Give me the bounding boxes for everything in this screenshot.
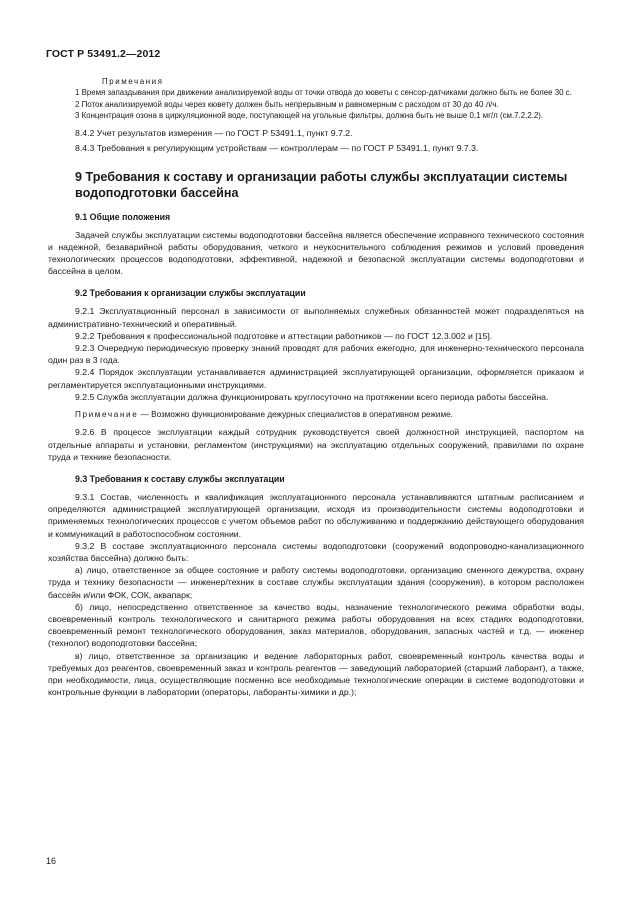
page-number: 16 <box>46 856 57 866</box>
notes-block <box>48 76 584 121</box>
paragraph-9-2-5: 9.2.5 Служба эксплуатации должна функционировать круглосуточно на протяжении всего периода работы бассейна. <box>75 391 549 402</box>
paragraph-9-1: Задачей службы эксплуатации системы водоподготовки бассейна является обеспечение исправного технического состояния и надежной, безаварийной работы оборудования, четкого и неукоснительного соблюдения режимов и условий проведения технологических процессов водоподготовки, эффективной, надежной и безопасной эксплуатации системы водоподготовки и бассейна в целом. <box>48 229 584 277</box>
document-header: ГОСТ Р 53491.2—2012 <box>46 48 161 60</box>
paragraph-9-2-3: 9.2.3 Очередную периодическую проверку знаний проводят для рабочих ежегодно, для инженерно-технического персонала один раз в 3 года. <box>48 343 584 366</box>
list-item-a: а) лицо, ответственное за общее состояние и работу системы водоподготовки, организацию сменного дежурства, охрану труда и технику безопасности — инженер/техник в составе службы эксплуатации здания (сооружения), в котором расположен бассейн и/или ФОК, СОК, аквапарк; <box>48 565 584 600</box>
paragraph-9-2-6: 9.2.6 В процессе эксплуатации каждый сотрудник руководствуется своей должностной инструкцией, паспортом на отдельные аппараты и установки, регламентом (инструкциями) на эксплуатацию отдельных сооружений, правилами по охране труда и технике безопасности. <box>48 427 584 462</box>
paragraph-9-2-1: 9.2.1 Эксплуатационный персонал в зависимости от выполняемых служебных обязанностей может подразделяться на административно-технический и оперативный. <box>48 306 584 329</box>
note-item-1: 1 Время запаздывания при движении анализируемой воды от точки отвода до кюветы с сенсор-датчиками должно быть не более 30 с. <box>75 88 572 98</box>
section-9-3-title: 9.3 Требования к составу службы эксплуатации <box>75 473 285 484</box>
note-item-2: 2 Поток анализируемой воды через кювету должен быть непрерывным и равномерным с расходом от 30 до 40 л/ч. <box>75 99 499 109</box>
section-9-title: 9 Требования к составу и организации работы службы эксплуатации системы водоподготовки бассейна <box>75 169 568 200</box>
section-9-2-title: 9.2 Требования к организации службы эксплуатации <box>75 288 306 299</box>
list-item-v: в) лицо, ответственное за организацию и ведение лабораторных работ, своевременный контроль качества воды и требуемых доз реагентов, своевременный заказ и контроль реагентов — заведующий лабораторией (старший лаборант), а также, при необходимости, лица, осуществляющие посменно все необходимые технологические операции в системе водоподготовки и контрольные функции в лаборатории (операторы, лаборанты-химики и др.); <box>48 650 584 698</box>
paragraph-8-4-3: 8.4.3 Требования к регулирующим устройствам — контроллерам — по ГОСТ Р 53491.1, пункт 9.7.3. <box>75 143 479 154</box>
section-9-1-title: 9.1 Общие положения <box>75 211 171 222</box>
paragraph-9-3-1: 9.3.1 Состав, численность и квалификация эксплуатационного персонала устанавливаются штатным расписанием и определяются администрацией эксплуатирующей организации, исходя из производительности системы водоподготовки и применяемых технологических процессов с учетом объемов работ по обслуживанию и поддержанию действующего оборудования и коммуникаций в работоспособном состоянии. <box>48 491 584 539</box>
note-label: Примечание <box>75 410 139 420</box>
paragraph-9-2-2: 9.2.2 Требования к профессиональной подготовке и аттестации работников — по ГОСТ 12.3.002 и [15]. <box>75 330 493 341</box>
page-content <box>48 76 584 698</box>
paragraph-8-4-2: 8.4.2 Учет результатов измерения — по ГОСТ Р 53491.1, пункт 9.7.2. <box>75 128 353 139</box>
notes-title: Примечания <box>102 77 164 86</box>
paragraph-9-2-4: 9.2.4 Порядок эксплуатации устанавливается администрацией эксплуатирующей организации, оформляется приказом и регламентируется эксплуатационными инструкциями. <box>48 367 584 390</box>
note-text: — Возможно функционирование дежурных специалистов в оперативном режиме. <box>138 410 453 420</box>
note-9-2-5 <box>48 409 584 420</box>
paragraph-9-3-2: 9.3.2 В составе эксплуатационного персонала системы водоподготовки (сооружений водопроводно-канализационного хозяйства бассейна) должно быть: <box>48 540 584 563</box>
list-item-b: б) лицо, непосредственно ответственное за качество воды, назначение технологического режима обработки воды, своевременный контроль технологического и санитарного режима работы оборудования на всех стадиях водоподготовки, своевременный ремонт технологического оборудования, заказ материалов, оборудования, запасных частей и т.д. — инженер (технолог) водоподготовки бассейна; <box>48 601 584 649</box>
note-item-3: 3 Концентрация озона в циркуляционной воде, поступающей на угольные фильтры, должна быть не выше 0,1 мг/л (см.7.2.2.2). <box>75 110 544 120</box>
